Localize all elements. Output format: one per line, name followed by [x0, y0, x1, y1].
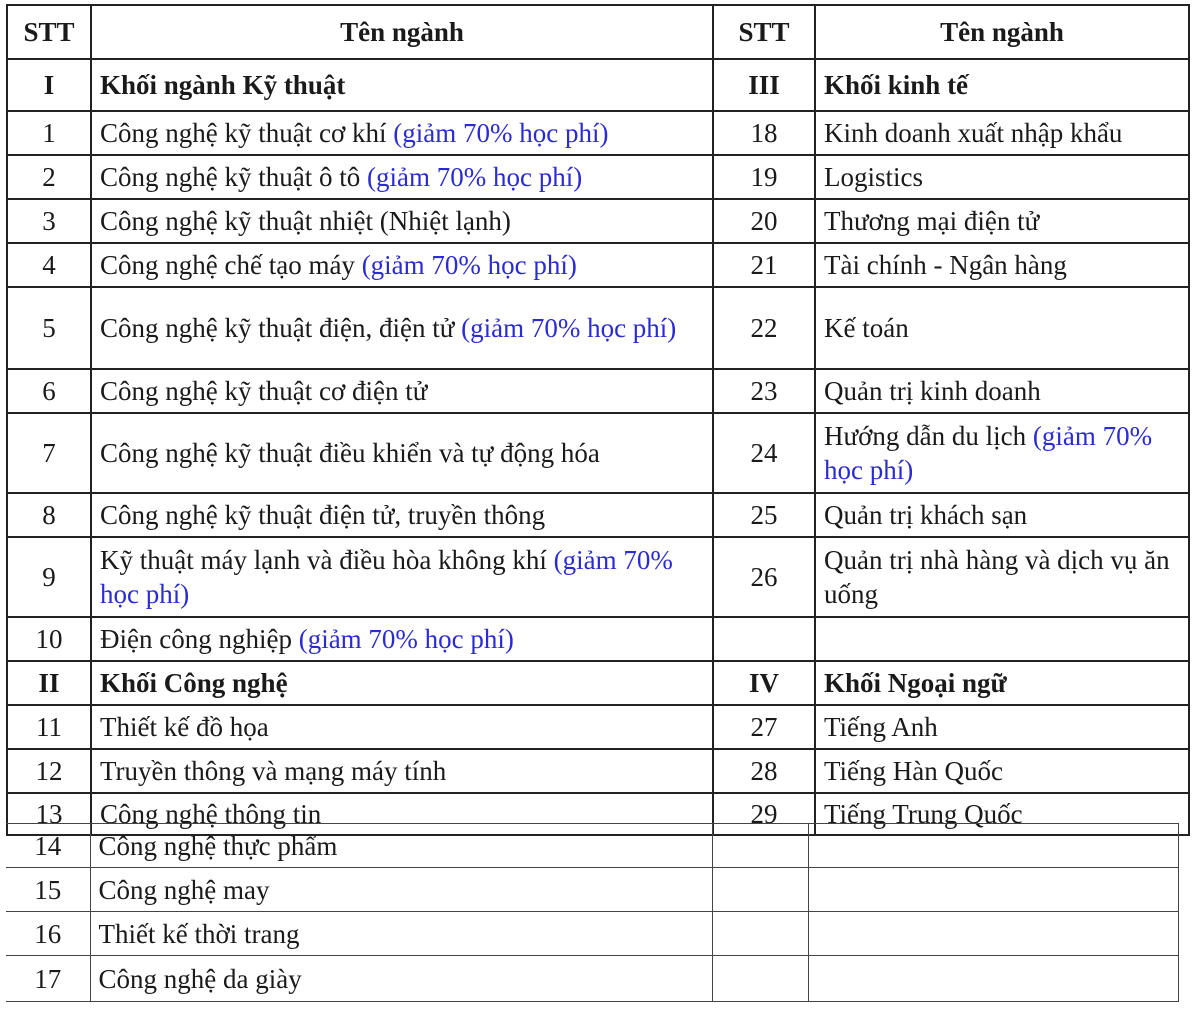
left-name-cell	[91, 413, 713, 493]
left-name-cell-text: Công nghệ kỹ thuật cơ điện tử	[100, 376, 428, 406]
left-name-cell-text: Công nghệ da giày	[98, 963, 302, 994]
right-name-cell	[815, 243, 1189, 287]
left-stt-cell	[7, 59, 91, 111]
left-name-cell	[90, 868, 712, 912]
left-name-cell-text: Thiết kế thời trang	[98, 918, 300, 949]
right-name-cell	[815, 369, 1189, 413]
left-name-cell	[91, 155, 713, 199]
right-stt-cell	[713, 369, 815, 413]
majors-table	[6, 4, 1190, 836]
left-stt-cell-text: 9	[42, 562, 56, 592]
right-stt-cell	[712, 824, 808, 868]
left-stt-cell	[7, 749, 91, 793]
left-stt-cell-text: 16	[34, 918, 62, 949]
discount-note: (giảm 70% học phí)	[824, 421, 1153, 485]
left-name-cell	[91, 537, 713, 617]
left-stt-cell	[7, 287, 91, 369]
left-stt-cell-text: 15	[34, 874, 62, 905]
right-stt-cell	[713, 155, 815, 199]
left-name-cell	[91, 287, 713, 369]
header-name-2: Tên ngành	[815, 5, 1189, 59]
left-name-cell	[91, 617, 713, 661]
right-name-cell	[815, 493, 1189, 537]
left-name-cell	[91, 369, 713, 413]
right-name-cell	[815, 199, 1189, 243]
left-stt-cell	[7, 199, 91, 243]
right-stt-cell-text: 29	[750, 799, 778, 829]
right-stt-cell-text: IV	[748, 668, 779, 698]
left-name-cell	[90, 824, 712, 868]
left-stt-cell-text: 1	[42, 118, 56, 148]
right-name-cell	[808, 956, 1178, 1002]
right-name-cell-text: Kế toán	[824, 313, 909, 343]
left-name-cell	[91, 493, 713, 537]
right-name-cell	[815, 155, 1189, 199]
right-stt-cell-text: 19	[750, 162, 778, 192]
right-stt-cell	[712, 868, 808, 912]
left-name-cell-text: Công nghệ thực phẩm	[98, 830, 338, 861]
left-stt-cell	[7, 413, 91, 493]
right-stt-cell	[713, 749, 815, 793]
right-name-cell	[815, 661, 1189, 705]
left-stt-cell	[6, 956, 90, 1002]
right-name-cell-text: Quản trị nhà hàng và dịch vụ ăn uống	[824, 545, 1170, 609]
right-name-cell-text: Tiếng Hàn Quốc	[824, 756, 1003, 786]
left-stt-cell	[7, 617, 91, 661]
right-name-cell-text: Hướng dẫn du lịch	[824, 421, 1027, 451]
left-name-cell-text: Truyền thông và mạng máy tính	[100, 756, 447, 786]
left-name-cell	[91, 199, 713, 243]
right-stt-cell-text: 26	[750, 562, 778, 592]
discount-note: (giảm 70% học phí)	[100, 545, 673, 609]
left-stt-cell-text: 14	[34, 830, 62, 861]
header-row	[7, 5, 1189, 59]
table-row	[7, 617, 1189, 661]
right-name-cell-text: Tiếng Anh	[824, 712, 938, 742]
left-stt-cell	[7, 369, 91, 413]
left-name-cell-text: Công nghệ chế tạo máy	[100, 250, 355, 280]
left-stt-cell	[6, 912, 90, 956]
table-row	[7, 749, 1189, 793]
right-stt-cell	[713, 493, 815, 537]
table-row	[7, 59, 1189, 111]
table-row	[7, 705, 1189, 749]
right-name-cell	[815, 287, 1189, 369]
table-row	[7, 369, 1189, 413]
right-stt-cell-text: 18	[750, 118, 778, 148]
table-row	[7, 155, 1189, 199]
left-name-cell	[90, 912, 712, 956]
right-stt-cell-text: 24	[750, 438, 778, 468]
left-name-cell-text: Công nghệ kỹ thuật cơ khí	[100, 118, 387, 148]
left-stt-cell-text: 13	[35, 799, 63, 829]
right-stt-cell	[713, 111, 815, 155]
table-row	[6, 956, 1178, 1002]
left-name-cell-text: Công nghệ kỹ thuật điện tử, truyền thông	[100, 500, 546, 530]
left-stt-cell-text: 4	[42, 250, 56, 280]
right-stt-cell	[713, 537, 815, 617]
right-name-cell-text: Tiếng Trung Quốc	[824, 799, 1023, 829]
right-stt-cell-text: 28	[750, 756, 778, 786]
left-stt-cell-text: 3	[42, 206, 56, 236]
left-stt-cell-text: 7	[42, 438, 56, 468]
left-name-cell	[91, 243, 713, 287]
right-name-cell-text: Khối kinh tế	[824, 70, 969, 100]
right-stt-cell	[713, 287, 815, 369]
left-stt-cell	[7, 705, 91, 749]
left-name-cell-text: Công nghệ kỹ thuật điện, điện tử	[100, 313, 455, 343]
left-name-cell-text: Công nghệ kỹ thuật nhiệt (Nhiệt lạnh)	[100, 206, 511, 236]
discount-note: (giảm 70% học phí)	[361, 250, 577, 280]
right-stt-cell	[712, 956, 808, 1002]
right-name-cell	[815, 111, 1189, 155]
table-row	[7, 493, 1189, 537]
left-name-cell	[91, 59, 713, 111]
table-row	[6, 912, 1178, 956]
right-stt-cell	[713, 243, 815, 287]
left-name-cell-text: Thiết kế đồ họa	[100, 712, 269, 742]
table-row	[7, 199, 1189, 243]
left-stt-cell-text: 12	[35, 756, 63, 786]
right-name-cell	[815, 537, 1189, 617]
right-name-cell-text: Quản trị kinh doanh	[824, 376, 1041, 406]
left-name-cell	[91, 661, 713, 705]
right-stt-cell	[712, 912, 808, 956]
left-name-cell	[91, 705, 713, 749]
header-stt-2: STT	[713, 5, 815, 59]
right-stt-cell-text: 27	[750, 712, 778, 742]
left-stt-cell-text: 10	[35, 624, 63, 654]
left-stt-cell-text: 2	[42, 162, 56, 192]
right-name-cell	[808, 912, 1178, 956]
discount-note: (giảm 70% học phí)	[298, 624, 514, 654]
right-name-cell-text: Quản trị khách sạn	[824, 500, 1028, 530]
right-name-cell-text: Thương mại điện tử	[824, 206, 1040, 236]
right-name-cell	[808, 868, 1178, 912]
left-name-cell	[91, 749, 713, 793]
table-row	[7, 287, 1189, 369]
right-stt-cell-text: 20	[750, 206, 778, 236]
left-name-cell-text: Công nghệ may	[98, 874, 270, 905]
right-stt-cell-text: 21	[750, 250, 778, 280]
left-stt-cell	[7, 537, 91, 617]
table-row	[7, 537, 1189, 617]
left-stt-cell	[7, 493, 91, 537]
right-name-cell	[808, 824, 1178, 868]
left-stt-cell-text: 6	[42, 376, 56, 406]
right-name-cell-text: Khối Ngoại ngữ	[824, 668, 1007, 698]
table-row	[7, 243, 1189, 287]
right-stt-cell-text: III	[748, 70, 780, 100]
right-name-cell	[815, 413, 1189, 493]
left-name-cell-text: Điện công nghiệp	[100, 624, 292, 654]
header-stt: STT	[7, 5, 91, 59]
left-name-cell-text: Công nghệ kỹ thuật điều khiển và tự động hóa	[100, 438, 600, 468]
left-stt-cell-text: 11	[36, 712, 62, 742]
left-stt-cell-text: 5	[42, 313, 56, 343]
left-name-cell-text: Công nghệ kỹ thuật ô tô	[100, 162, 361, 192]
right-stt-cell	[713, 661, 815, 705]
right-name-cell-text: Logistics	[824, 162, 923, 192]
left-stt-cell	[6, 824, 90, 868]
right-name-cell	[815, 705, 1189, 749]
discount-note: (giảm 70% học phí)	[393, 118, 609, 148]
left-stt-cell-text: 8	[42, 500, 56, 530]
table-row	[7, 413, 1189, 493]
left-stt-cell	[6, 868, 90, 912]
discount-note: (giảm 70% học phí)	[461, 313, 677, 343]
left-stt-cell-text: II	[38, 668, 60, 698]
left-name-cell	[91, 111, 713, 155]
right-stt-cell-text: 25	[750, 500, 778, 530]
left-name-cell-text: Khối Công nghệ	[100, 668, 288, 698]
left-stt-cell-text: 17	[34, 963, 62, 994]
right-stt-cell	[713, 59, 815, 111]
left-stt-cell	[7, 111, 91, 155]
table-row	[6, 824, 1178, 868]
right-name-cell-text: Kinh doanh xuất nhập khẩu	[824, 118, 1123, 148]
left-stt-cell	[7, 243, 91, 287]
header-name: Tên ngành	[91, 5, 713, 59]
left-stt-cell	[7, 155, 91, 199]
table-row	[7, 111, 1189, 155]
right-name-cell-text: Tài chính - Ngân hàng	[824, 250, 1067, 280]
table-row	[6, 868, 1178, 912]
right-stt-cell-text: 22	[750, 313, 778, 343]
right-stt-cell	[713, 617, 815, 661]
left-name-cell	[90, 956, 712, 1002]
left-stt-cell-text: I	[43, 70, 55, 100]
table-row	[7, 661, 1189, 705]
majors-table-continued	[6, 823, 1179, 1002]
right-stt-cell	[713, 413, 815, 493]
right-name-cell	[815, 749, 1189, 793]
right-stt-cell-text: 23	[750, 376, 778, 406]
left-stt-cell	[7, 661, 91, 705]
discount-note: (giảm 70% học phí)	[366, 162, 583, 192]
left-name-cell-text: Kỹ thuật máy lạnh và điều hòa không khí	[100, 545, 547, 575]
right-name-cell	[815, 59, 1189, 111]
left-name-cell-text: Khối ngành Kỹ thuật	[100, 70, 346, 100]
right-stt-cell	[713, 705, 815, 749]
left-name-cell-text: Công nghệ thông tin	[100, 799, 322, 829]
right-stt-cell	[713, 199, 815, 243]
right-name-cell	[815, 617, 1189, 661]
